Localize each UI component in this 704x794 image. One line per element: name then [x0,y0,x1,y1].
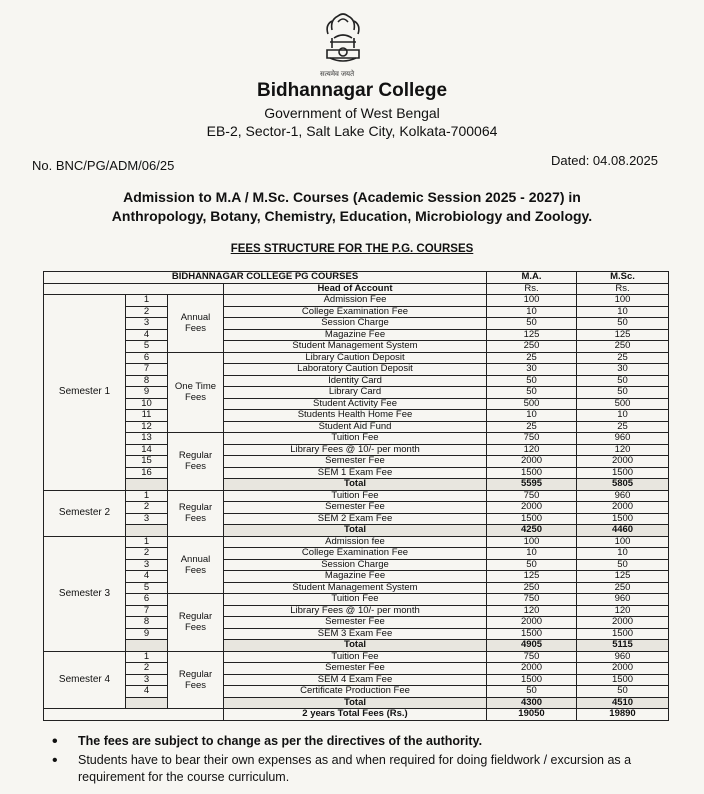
ma-fee: 30 [487,364,577,376]
msc-fee: 50 [577,387,669,399]
serial-number: 1 [126,490,168,502]
msc-fee: 960 [577,433,669,445]
serial-number: 8 [126,375,168,387]
ma-fee: 250 [487,582,577,594]
table-row [44,663,669,675]
semester-label: Semester 2 [44,490,126,536]
table-row [44,605,669,617]
semester-label: Semester 3 [44,536,126,651]
head-of-account: Semester Fee [224,617,487,629]
table-title: BIDHANNAGAR COLLEGE PG COURSES [44,272,487,284]
table-row [44,398,669,410]
head-of-account: Laboratory Caution Deposit [224,364,487,376]
head-of-account: Identity Card [224,375,487,387]
college-name: Bidhannagar College [256,80,448,101]
grand-total-row [44,709,669,721]
table-row [44,329,669,341]
msc-fee: 10 [577,306,669,318]
table-row [44,617,669,629]
ma-fee: 120 [487,444,577,456]
blank-cell [126,697,168,709]
head-of-account: College Examination Fee [224,548,487,560]
table-row [44,559,669,571]
fee-group-label: Regular Fees [168,490,224,536]
note-item: • Students have to bear their own expenses as and when required for doing fieldwork / excursion as a requirement for the course curriculum. [52,752,692,786]
serial-number: 4 [126,686,168,698]
ma-fee: 1500 [487,628,577,640]
serial-number: 4 [126,329,168,341]
head-of-account: Tuition Fee [224,594,487,606]
msc-fee: 50 [577,686,669,698]
emblem-motto: सत्यमेव जयते [320,71,355,78]
msc-fee: 125 [577,329,669,341]
head-of-account: Session Charge [224,559,487,571]
note-item: • The fees are subject to change as per the directives of the authority. [52,733,692,750]
total-row [44,525,669,537]
ma-total: 5595 [487,479,577,491]
ma-fee: 50 [487,387,577,399]
head-of-account: Student Management System [224,582,487,594]
head-of-account: Magazine Fee [224,329,487,341]
fee-group-label: Annual Fees [168,295,224,353]
ma-fee: 50 [487,375,577,387]
table-row [44,387,669,399]
table-header-row [44,272,669,284]
serial-number: 4 [126,571,168,583]
table-row [44,674,669,686]
table-row [44,364,669,376]
table-row [44,421,669,433]
subjects-heading: Anthropology, Botany, Chemistry, Education, Microbiology and Zoology. [111,208,593,224]
blank-cell [126,525,168,537]
msc-currency-label: Rs. [577,283,669,295]
blank-cell [126,479,168,491]
serial-number: 3 [126,559,168,571]
msc-column-header: M.Sc. [577,272,669,284]
serial-number: 15 [126,456,168,468]
msc-total: 4510 [577,697,669,709]
serial-number: 1 [126,651,168,663]
msc-fee: 2000 [577,617,669,629]
table-row [44,582,669,594]
head-of-account: Session Charge [224,318,487,330]
ma-fee: 2000 [487,502,577,514]
total-label: Total [224,525,487,537]
ma-total: 4300 [487,697,577,709]
total-row [44,479,669,491]
ma-fee: 50 [487,318,577,330]
table-row [44,341,669,353]
table-row [44,352,669,364]
fees-structure-title: FEES STRUCTURE FOR THE P.G. COURSES [230,243,474,255]
table-row [44,318,669,330]
msc-fee: 50 [577,375,669,387]
head-of-account: Admission Fee [224,295,487,307]
head-of-account: Students Health Home Fee [224,410,487,422]
serial-number: 10 [126,398,168,410]
serial-number: 9 [126,387,168,399]
ma-total: 4250 [487,525,577,537]
serial-number: 2 [126,502,168,514]
ma-fee: 250 [487,341,577,353]
total-label: Total [224,697,487,709]
head-of-account: Tuition Fee [224,651,487,663]
serial-number: 2 [126,306,168,318]
ma-fee: 1500 [487,513,577,525]
serial-number: 9 [126,628,168,640]
msc-fee: 125 [577,571,669,583]
msc-fee: 2000 [577,456,669,468]
msc-fee: 250 [577,582,669,594]
msc-fee: 25 [577,421,669,433]
serial-number: 5 [126,582,168,594]
head-of-account: Library Card [224,387,487,399]
serial-number: 5 [126,341,168,353]
serial-number: 7 [126,364,168,376]
ma-fee: 2000 [487,617,577,629]
total-row [44,640,669,652]
serial-number: 3 [126,318,168,330]
address-line: EB-2, Sector-1, Salt Lake City, Kolkata-700064 [206,123,498,139]
serial-number: 16 [126,467,168,479]
head-of-account: Student Management System [224,341,487,353]
serial-number: 12 [126,421,168,433]
msc-fee: 960 [577,490,669,502]
table-row [44,456,669,468]
fee-group-label: Regular Fees [168,651,224,709]
msc-fee: 960 [577,594,669,606]
head-of-account: Library Fees @ 10/- per month [224,605,487,617]
table-row [44,571,669,583]
msc-fee: 1500 [577,467,669,479]
head-of-account: Tuition Fee [224,433,487,445]
msc-fee: 120 [577,444,669,456]
ma-fee: 10 [487,306,577,318]
msc-fee: 2000 [577,663,669,675]
msc-total: 4460 [577,525,669,537]
total-label: Total [224,640,487,652]
table-row [44,651,669,663]
total-row [44,697,669,709]
ma-total: 4905 [487,640,577,652]
serial-number: 1 [126,295,168,307]
table-row [44,548,669,560]
head-of-account: Semester Fee [224,663,487,675]
ma-fee: 25 [487,421,577,433]
serial-number: 13 [126,433,168,445]
head-of-account: Certificate Production Fee [224,686,487,698]
semester-label: Semester 4 [44,651,126,709]
table-row [44,467,669,479]
ma-fee: 25 [487,352,577,364]
table-row [44,410,669,422]
grand-total-label: 2 years Total Fees (Rs.) [224,709,487,721]
government-line: Government of West Bengal [264,105,440,121]
msc-fee: 2000 [577,502,669,514]
ma-fee: 1500 [487,674,577,686]
msc-fee: 500 [577,398,669,410]
head-of-account: College Examination Fee [224,306,487,318]
table-row [44,536,669,548]
ma-fee: 100 [487,295,577,307]
table-row [44,306,669,318]
serial-number: 2 [126,663,168,675]
ma-fee: 120 [487,605,577,617]
table-row [44,490,669,502]
head-of-account: SEM 3 Exam Fee [224,628,487,640]
msc-fee: 25 [577,352,669,364]
ma-grand-total: 19050 [487,709,577,721]
ma-fee: 500 [487,398,577,410]
serial-number: 11 [126,410,168,422]
ma-fee: 50 [487,686,577,698]
ma-fee: 750 [487,433,577,445]
serial-number: 2 [126,548,168,560]
notes-list [52,733,692,788]
head-of-account: Admission fee [224,536,487,548]
table-row [44,295,669,307]
msc-fee: 50 [577,559,669,571]
head-of-account: Tuition Fee [224,490,487,502]
head-of-account: Magazine Fee [224,571,487,583]
ma-fee: 750 [487,594,577,606]
serial-number: 1 [126,536,168,548]
msc-fee: 100 [577,536,669,548]
table-row [44,433,669,445]
fee-group-label: Annual Fees [168,536,224,594]
table-row [44,375,669,387]
total-label: Total [224,479,487,491]
head-of-account-header: Head of Account [224,283,487,295]
table-row [44,628,669,640]
table-row [44,686,669,698]
ma-fee: 125 [487,329,577,341]
fee-group-label: One Time Fees [168,352,224,433]
msc-grand-total: 19890 [577,709,669,721]
msc-fee: 1500 [577,628,669,640]
fees-table [43,271,669,721]
ma-fee: 50 [487,559,577,571]
msc-fee: 1500 [577,513,669,525]
ma-fee: 750 [487,651,577,663]
admission-heading: Admission to M.A / M.Sc. Courses (Academic Session 2025 - 2027) in [123,189,581,205]
serial-number: 7 [126,605,168,617]
msc-fee: 50 [577,318,669,330]
ma-fee: 10 [487,410,577,422]
head-of-account: Library Caution Deposit [224,352,487,364]
msc-fee: 10 [577,548,669,560]
head-of-account: Library Fees @ 10/- per month [224,444,487,456]
msc-total: 5805 [577,479,669,491]
ma-fee: 125 [487,571,577,583]
table-row [44,444,669,456]
msc-fee: 250 [577,341,669,353]
blank-cell [44,283,224,295]
serial-number: 6 [126,594,168,606]
msc-fee: 120 [577,605,669,617]
msc-fee: 100 [577,295,669,307]
serial-number: 14 [126,444,168,456]
head-of-account: SEM 1 Exam Fee [224,467,487,479]
table-row [44,502,669,514]
head-of-account: SEM 2 Exam Fee [224,513,487,525]
reference-number: No. BNC/PG/ADM/06/25 [32,158,175,173]
serial-number: 3 [126,513,168,525]
ma-column-header: M.A. [487,272,577,284]
head-of-account: SEM 4 Exam Fee [224,674,487,686]
semester-label: Semester 1 [44,295,126,491]
msc-fee: 30 [577,364,669,376]
head-of-account: Semester Fee [224,456,487,468]
table-row [44,513,669,525]
ma-fee: 1500 [487,467,577,479]
head-of-account: Student Activity Fee [224,398,487,410]
msc-fee: 1500 [577,674,669,686]
fee-group-label: Regular Fees [168,594,224,652]
ma-currency-label: Rs. [487,283,577,295]
serial-number: 6 [126,352,168,364]
msc-fee: 960 [577,651,669,663]
head-of-account: Semester Fee [224,502,487,514]
fee-group-label: Regular Fees [168,433,224,491]
serial-number: 8 [126,617,168,629]
msc-fee: 10 [577,410,669,422]
msc-total: 5115 [577,640,669,652]
ma-fee: 2000 [487,663,577,675]
table-subheader-row [44,283,669,295]
ma-fee: 10 [487,548,577,560]
ma-fee: 2000 [487,456,577,468]
ma-fee: 100 [487,536,577,548]
serial-number: 3 [126,674,168,686]
table-row [44,594,669,606]
ma-fee: 750 [487,490,577,502]
blank-cell [126,640,168,652]
blank-cell [44,709,224,721]
notice-date: Dated: 04.08.2025 [551,153,658,168]
head-of-account: Student Aid Fund [224,421,487,433]
